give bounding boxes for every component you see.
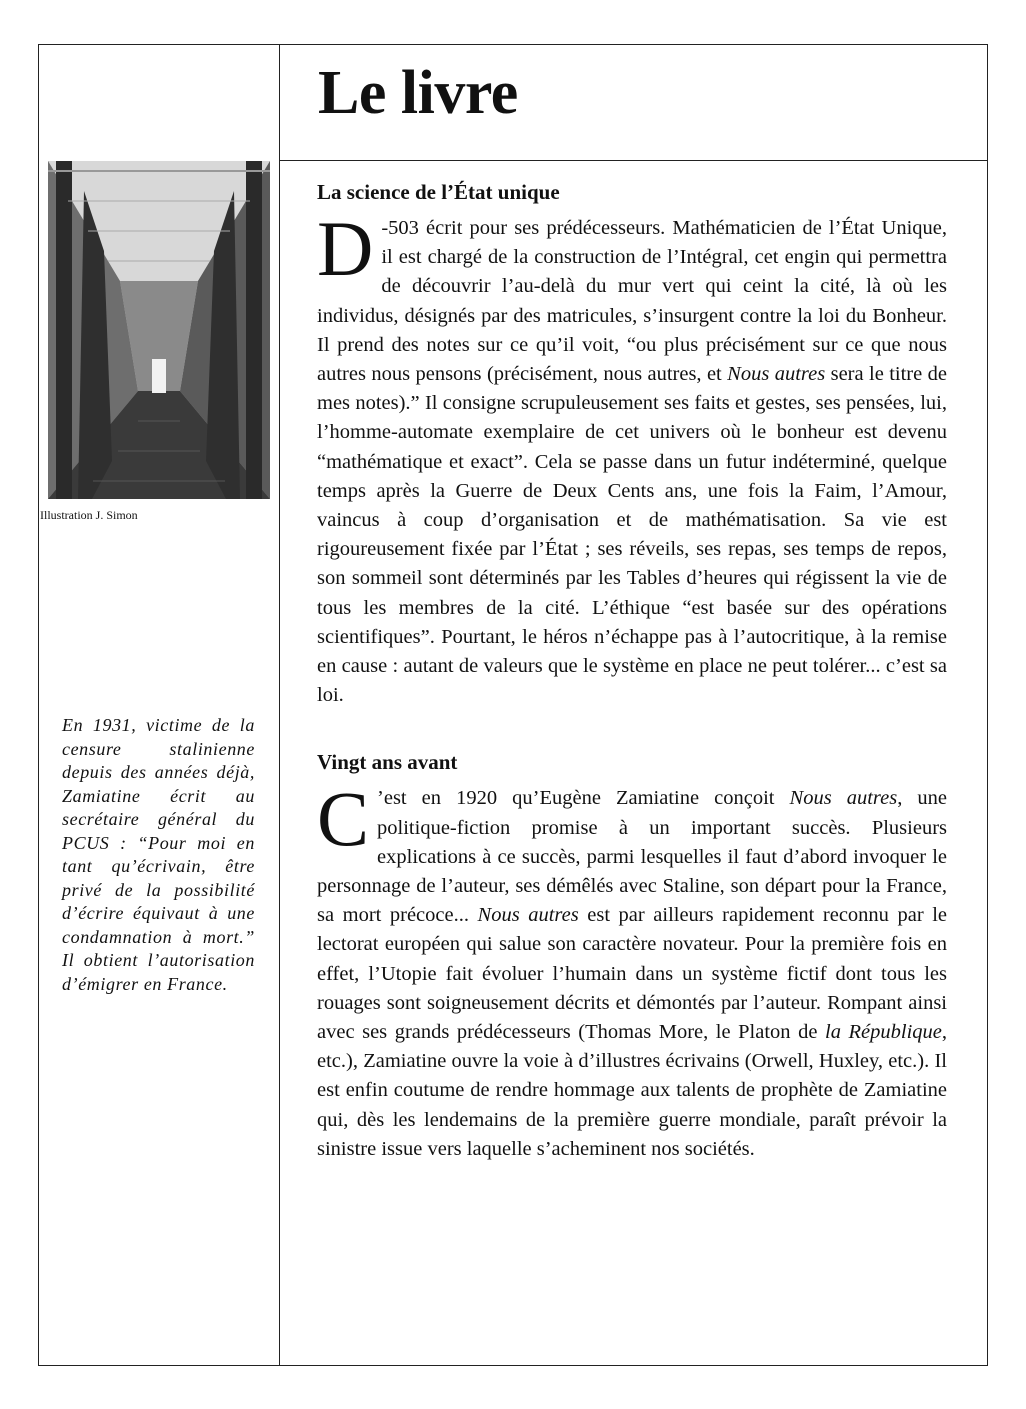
book-title-italic: Nous autres [477,904,579,927]
drop-cap: C [317,775,370,863]
section-paragraph [317,205,947,710]
paragraph-text: , etc.), Zamiatine ouvre la voie à d’illustres écrivains (Orwell, Huxley, etc.). Il est enfin coutume de rendre hommage aux talents de prophète de Zamiatine qui, dès les lendemains de la première guerre mondiale, paraît prévoir la sinistre issue vers laquelle s’acheminent nos sociétés. [317,1021,947,1160]
paragraph-text: ’est en 1920 qu’Eugène Zamiatine conçoit [377,787,790,810]
section-paragraph [317,775,948,1164]
section-heading: La science de l’État unique [317,180,560,204]
section-heading: Vingt ans avant [317,750,458,775]
side-note: En 1931, victime de la censure stalinienne depuis des années déjà, Zamiatine écrit au secrétaire général du PCUS : “Pour moi en tant qu’écrivain, être privé de la possibilité d’écrire équivaut à une condamnation à mort.” Il obtient l’autorisation d’émigrer en France. [62,715,255,994]
paragraph-text: est par ailleurs rapidement reconnu par le lectorat européen qui salue son caractère novateur. Pour la première fois en effet, l’Utopie fait évoluer l’humain dans un système fictif dont tous les rouages sont soigneusement décrits et démontés par l’auteur. Rompant ainsi avec ses grands prédécesseurs (Thomas More, le Platon de [317,904,947,1044]
page-title: Le livre [318,59,518,127]
paragraph-text: , une politique-fiction promise à un important succès. Plusieurs explications à ce succès, parmi lesquelles il faut d’abord invoquer le personnage de l’auteur, ses démêlés avec Staline, son départ pour la France, sa mort précoce... [317,787,948,927]
illustration-caption: Illustration J. Simon [40,508,138,522]
corridor-illustration [48,161,270,499]
column-divider [279,44,280,1366]
paragraph-text: -503 écrit pour ses prédécesseurs. Mathématicien de l’État Unique, il est chargé de la construction de l’Intégral, cet engin qui permettra de découvrir l’au-delà du mur vert qui ceint la cité, là où les individus, désignés par des matricules, s’insurgent contre la loi du Bonheur. Il prend des notes sur ce qu’il voit, “ou plus précisément sur ce que nous autres nous pensons (précisément, nous autres, et [317,217,947,386]
title-rule [279,160,988,161]
section-vingt-ans [317,748,947,1164]
paragraph-text: sera le titre de mes notes).” Il consigne scrupuleusement ses faits et gestes, ses pensées, lui, l’homme-automate exemplaire de cet univers où le bonheur est devenu “mathématique et exact”. Cela se passe dans un futur indéterminé, quelque temps après la Guerre de Deux Cents ans, une fois la Faim, l’Amour, vaincus à coup d’organisation et de mathématisation. Sa vie est rigoureusement fixée par l’État ; ses réveils, ses repas, ses temps de repos, son sommeil sont déterminés par les Tables d’heures qui régissent la vie de tous les membres de la cité. L’éthique “est basée sur des opérations scientifiques”. Pourtant, le héros n’échappe pas à l’autocritique, à la remise en cause : autant de valeurs que le système en place ne peut tolérer... c’est sa loi. [317,363,947,707]
section-la-science [317,178,947,710]
corridor-illustration-image [48,161,270,499]
book-title-italic: Nous autres [789,787,898,810]
drop-cap: D [317,205,374,292]
book-title-italic: Nous autres [727,363,826,386]
main-column [317,178,947,1164]
book-title-italic: la République [825,1021,942,1044]
